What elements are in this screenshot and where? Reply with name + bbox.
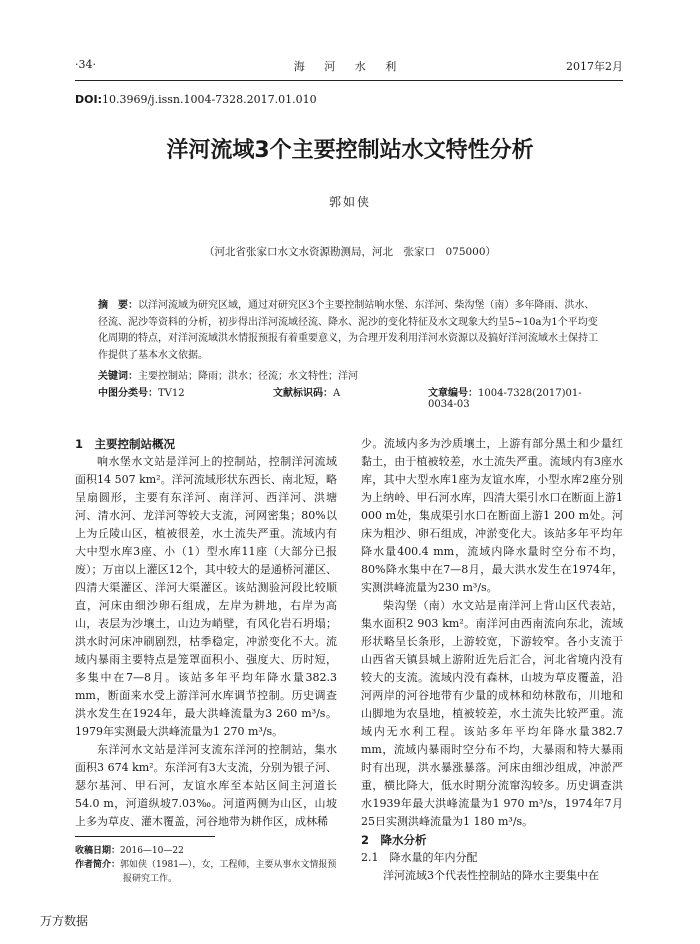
page-number: ·34·	[75, 58, 96, 71]
body-right-column	[361, 435, 623, 885]
keywords-row	[98, 367, 600, 382]
section-heading-1: 1 主要控制站概况	[75, 437, 176, 451]
keywords-label: 关键词：	[98, 371, 138, 382]
doc-code: 文献标识码：A	[273, 388, 341, 399]
wanfang-watermark: 万方数据	[40, 914, 89, 928]
keywords-text: 主要控制站；降雨；洪水；径流；水文特性；洋河	[138, 371, 358, 382]
footnote	[75, 844, 337, 886]
header-rule	[75, 80, 623, 81]
journal-name: 海 河 水 利	[293, 60, 405, 73]
author-name: 郭如侠	[328, 195, 371, 209]
running-header	[75, 58, 623, 76]
author-affiliation: （河北省张家口水文水资源勘测局，河北 张家口 075000）	[203, 246, 497, 258]
paragraph: 东洋河水文站是洋河支流东洋河的控制站，集水面积3 674 km²。东洋河有3大支流，分别为银子河、瑟尔基河、甲石河，友谊水库至本站区间主河道长54.0 m，河道纵坡7.03‰。河道两侧为山区，山坡上多为草皮、灌木覆盖，河谷地带为耕作区，成林稀	[75, 743, 337, 828]
subsection-heading-2-1: 2.1 降水量的年内分配	[361, 851, 478, 864]
doi-line	[75, 93, 317, 106]
paragraph: 少。流域内多为沙质壤土，上游有部分黑土和少量红黏土，由于植被较差，水土流失严重。流域内有3座水库，其中大型水库1座为友谊水库，小型水库2座分别为上纳岭、甲石河水库，四清大渠引水口在断面上游1 000 m处，集成渠引水口在断面上游1 200 m处。河床为粗沙、卵石组成，冲淤变化大。该站多年平均年降水量400.4 mm，流域内降水量时空分布不均，80%降水集中在7—8月，最大洪水发生在1974年，实测洪峰流量为230 m³/s。	[361, 437, 623, 594]
author-bio: 作者简介：郭如侠（1981—），女，工程师，主要从事水文情报预报研究工作。	[75, 860, 337, 884]
paragraph: 响水堡水文站是洋河上的控制站，控制洋河流域面积14 507 km²。洋河流域形状东西长、南北短，略呈扇圆形，主要有东洋河、南洋河、西洋河、洪塘河、清水河、龙洋河等较大支流，河网密集；80%以上为丘陵山区，植被很差，水土流失严重。流域内有大中型水库3座、小（1）型水库11座（大部分已报废）；万亩以上灌区12个，其中较大的是通桥河灌区、四清大渠灌区、洋河大渠灌区。该站测验河段比较顺直，河床由细沙卵石组成，左岸为耕地，右岸为高山，表层为沙壤土，山边为峭壁，有风化岩石坍塌；洪水时河床冲刷剧烈，枯季稳定，冲淤变化不大。流域内暴雨主要特点是笼罩面积小、强度大、历时短，多集中在7—8月。该站多年平均年降水量382.3 mm，断面来水受上游洋河水库调节控制。历史调查洪水发生在1924年，最大洪峰流量为3 260 m³/s。1979年实测最大洪峰流量为1 270 m³/s。	[75, 455, 337, 738]
section-heading-2: 2 降水分析	[361, 833, 427, 847]
paragraph: 洋河流域3个代表性控制站的降水主要集中在	[383, 869, 599, 882]
abstract-text: 以洋河流域为研究区域，通过对研究区3个主要控制站响水堡、东洋河、柴沟堡（南）多年降雨、洪水、径流、泥沙等资料的分析，初步得出洋河流域径流、降水、泥沙的变化特征及水文现象大约呈5~10a为1个平均变化周期的特点，对洋河流域洪水情报预报有着重要意义，为合理开发利用洋河水资源以及搞好洋河流域水土保持工作提供了基本水文依据。	[98, 300, 598, 361]
doi-value[interactable]: 10.3969/j.issn.1004-7328.2017.01.010	[101, 93, 317, 106]
paragraph: 柴沟堡（南）水文站是南洋河上背山区代表站，集水面积2 903 km²。南洋河由西南流向东北，流域形状略呈长条形，上游较宽，下游较窄。各小支流于山西省天镇县城上游附近先后汇合，河北省境内没有较大的支流。流域内没有森林，山坡为草皮覆盖，沿河两岸的河谷地带有少量的成林和幼林散布，川地和山脚地为农垦地，植被较差，水土流失比较严重。流域内无水利工程。该站多年平均年降水量382.7 mm，流域内暴雨时空分布不均，大暴雨和特大暴雨时有出现，洪水暴涨暴落。河床由细沙组成，冲淤严重，横比降大，低水时期分流窜沟较多。历史调查洪水1939年最大洪峰流量为1 970 m³/s，1974年7月25日实测洪峰流量为1 180 m³/s。	[361, 599, 623, 828]
doi-label: DOI:	[75, 93, 102, 106]
issue-date: 2017年2月	[566, 60, 623, 73]
body-left-column	[75, 435, 337, 831]
abstract-label: 摘 要：	[98, 300, 138, 311]
clc-code: 中图分类号：TV12	[98, 388, 185, 399]
article-number: 文章编号：1004-7328(2017)01-0034-03	[428, 388, 582, 410]
received-date: 收稿日期：2016—10—22	[75, 846, 184, 856]
abstract	[98, 298, 600, 364]
article-title: 洋河流域3个主要控制站水文特性分析	[166, 138, 534, 163]
footnote-rule	[75, 836, 215, 837]
